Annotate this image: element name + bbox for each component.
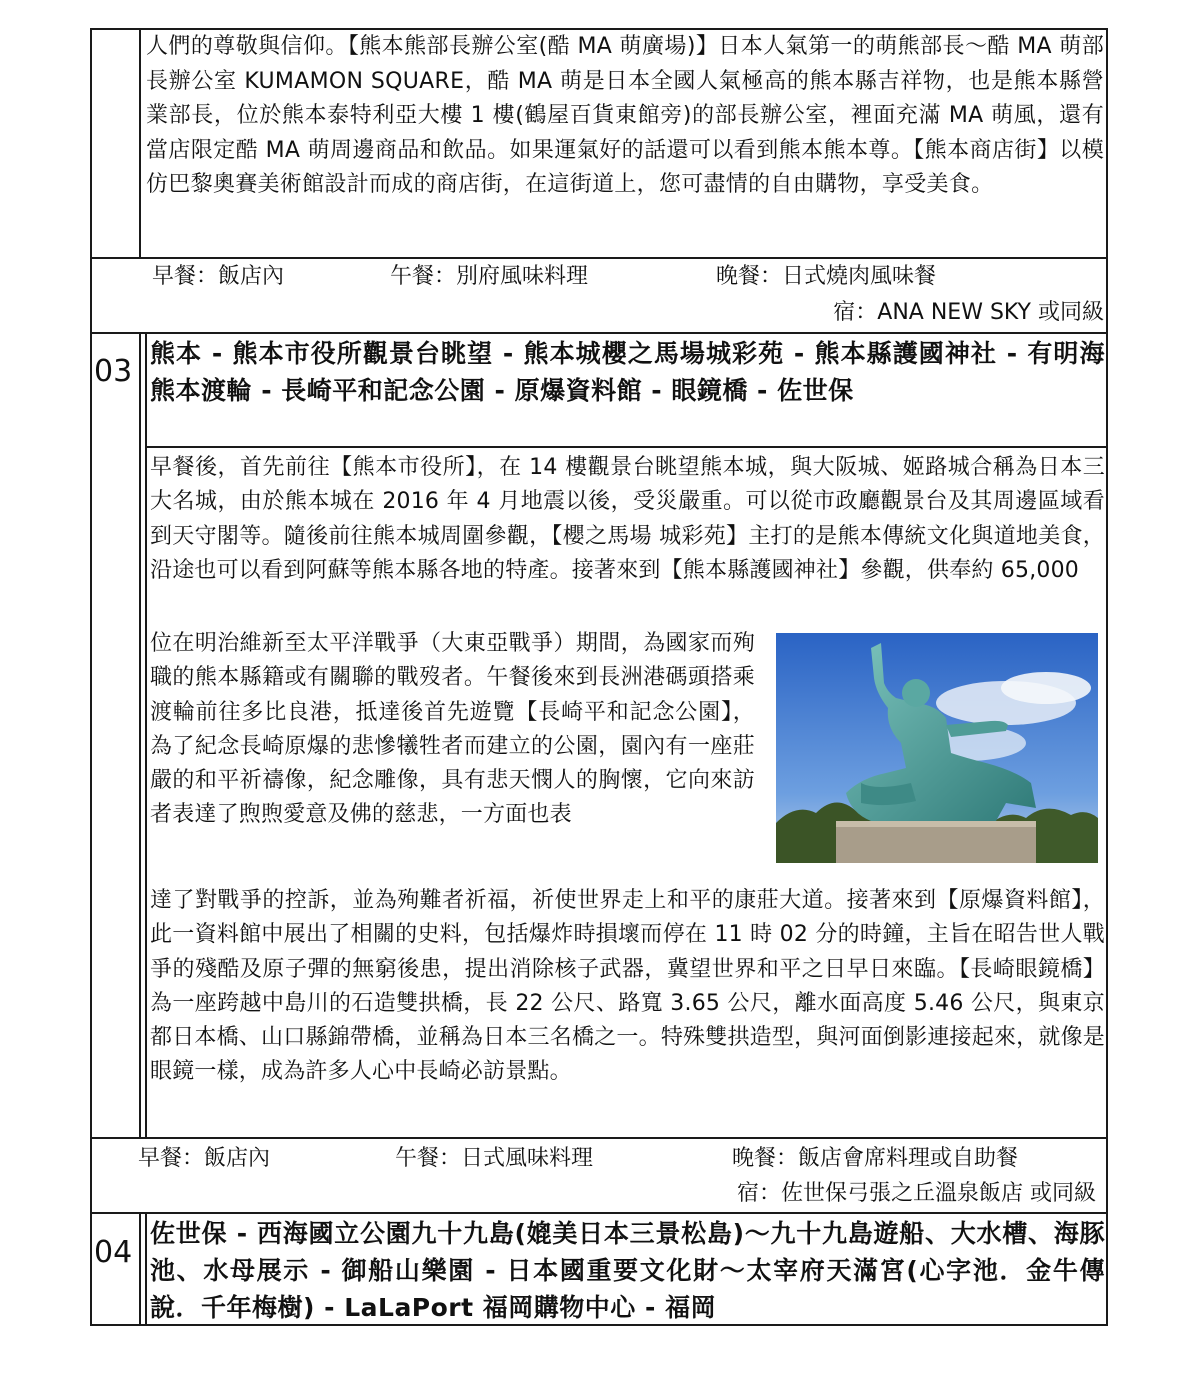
meals1-breakfast: 早餐：飯店內 bbox=[152, 264, 285, 289]
rule-after-meals3 bbox=[90, 1212, 1108, 1214]
meals3-lunch: 午餐：日式風味料理 bbox=[395, 1146, 594, 1171]
meals3-hotel: 宿：佐世保弓張之丘溫泉飯店 或同級 bbox=[737, 1181, 1096, 1206]
meals1-lunch: 午餐：別府風味料理 bbox=[390, 264, 589, 289]
rule-after-meals1 bbox=[90, 332, 1108, 334]
inner-divider-day3 bbox=[145, 333, 147, 1139]
rule-after-day3-title bbox=[145, 446, 1108, 448]
meals3-breakfast: 早餐：飯店內 bbox=[138, 1146, 271, 1171]
peace-statue-photo bbox=[776, 633, 1098, 863]
meals1-hotel: 宿：ANA NEW SKY 或同級 bbox=[833, 300, 1104, 325]
section1-paragraph: 人們的尊敬與信仰。【熊本熊部長辦公室(酷 MA 萌廣場)】日本人氣第一的萌熊部長～酷 MA 萌部長辦公室 KUMAMON SQUARE，酷 MA 萌是日本全國人氣極高的熊本縣吉祥物，也是熊本縣營業部長，位於熊本泰特利亞大樓 1 樓(鶴屋百貨東館旁)的部長辦公室，裡面充滿 MA 萌風，還有當店限定酷 MA 萌周邊商品和飲品。如果運氣好的話還可以看到熊本熊本尊。【熊本商店街】以模仿巴黎奧賽美術館設計而成的商店街，在這街道上，您可盡情的自由購物，享受美食。 bbox=[146, 34, 1104, 197]
meals3-dinner: 晚餐：飯店會席料理或自助餐 bbox=[732, 1146, 1019, 1171]
column-divider-top bbox=[139, 28, 141, 258]
meals1-dinner: 晚餐：日式燒肉風味餐 bbox=[716, 264, 937, 289]
inner-divider-day4 bbox=[145, 1214, 147, 1326]
day3-number: 03 bbox=[94, 354, 133, 389]
rule-after-day3-body bbox=[90, 1137, 1108, 1139]
day3-paragraph-middle: 位在明治維新至太平洋戰爭（大東亞戰爭）期間，為國家而殉職的熊本縣籍或有關聯的戰歿者。午餐後來到長洲港碼頭搭乘渡輪前往多比良港，抵達後首先遊覽【長崎平和記念公園】，為了紀念長崎原爆的悲慘犧牲者而建立的公園，園內有一座莊嚴的和平祈禱像，紀念雕像，具有悲天憫人的胸懷，它向來訪者表達了煦煦愛意及佛的慈悲，一方面也表 bbox=[150, 631, 755, 828]
day4-title: 佐世保 - 西海國立公園九十九島(媲美日本三景松島)～九十九島遊船、大水槽、海豚池、水母展示 - 御船山樂園 - 日本國重要文化財～太宰府天滿宮(心字池．金牛傳說．千年梅樹) - LaLaPort 福岡購物中心 - 福岡 bbox=[150, 1219, 1105, 1322]
day3-paragraph-top: 早餐後，首先前往【熊本市役所】，在 14 樓觀景台眺望熊本城，與大阪城、姬路城合稱為日本三大名城，由於熊本城在 2016 年 4 月地震以後，受災嚴重。可以從市政廳觀景台及其周邊區域看到天守閣等。隨後前往熊本城周圍參觀，【櫻之馬場 城彩苑】主打的是熊本傳統文化與道地美食，沿途也可以看到阿蘇等熊本縣各地的特產。接著來到【熊本縣護國神社】參觀，供奉約 65,000 bbox=[150, 455, 1105, 583]
day3-paragraph-bottom: 達了對戰爭的控訴，並為殉難者祈福，祈使世界走上和平的康莊大道。接著來到【原爆資料館】，此一資料館中展出了相關的史料，包括爆炸時損壞而停在 11 時 02 分的時鐘，主旨在昭告世人戰爭的殘酷及原子彈的無窮後患，提出消除核子武器，冀望世界和平之日早日來臨。【長崎眼鏡橋】為一座跨越中島川的石造雙拱橋，長 22 公尺、路寬 3.65 公尺，離水面高度 5.46 公尺，與東京都日本橋、山口縣錦帶橋，並稱為日本三名橋之一。特殊雙拱造型，與河面倒影連接起來，就像是眼鏡一樣，成為許多人心中長崎必訪景點。 bbox=[150, 888, 1105, 1085]
rule-after-section1 bbox=[90, 257, 1108, 259]
column-divider-day3 bbox=[139, 333, 141, 1139]
column-divider-day4 bbox=[139, 1214, 141, 1326]
day4-number: 04 bbox=[94, 1235, 133, 1270]
day3-title: 熊本 - 熊本市役所觀景台眺望 - 熊本城櫻之馬場城彩苑 - 熊本縣護國神社 - 有明海熊本渡輪 - 長崎平和記念公園 - 原爆資料館 - 眼鏡橋 - 佐世保 bbox=[150, 339, 1105, 405]
